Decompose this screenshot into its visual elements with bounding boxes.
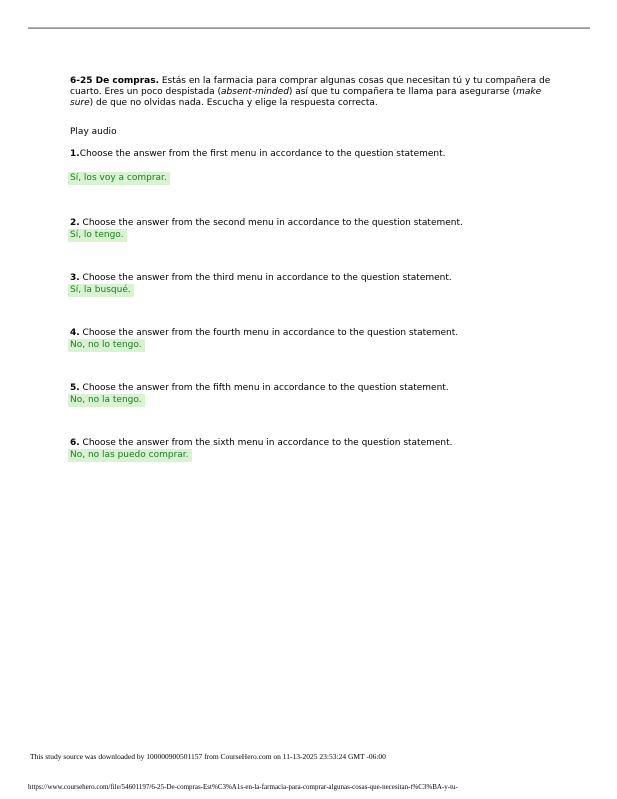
answer-highlight: No, no la tengo.: [68, 394, 145, 407]
question-prompt-line: [70, 328, 570, 339]
question-block-4: [70, 328, 570, 351]
question-prompt-line: [70, 438, 570, 449]
question-prompt-line: [70, 273, 570, 284]
question-prompt: Choose the answer from the third menu in accordance to the question statement.: [79, 273, 452, 283]
answer-line: [70, 395, 570, 406]
source-url-link[interactable]: https://www.coursehero.com/file/54601197/6-25-De-compras-Est%C3%A1s-en-la-farmacia-para-comprar-algunas-cosas-que-necesitan-t%C3%BA-y-tu-: [28, 783, 458, 791]
intro-text-1: Estás en la farmacia para comprar algunas cosas que necesitan tú y tu compañera de cuarto. Eres un poco despistada (: [70, 76, 551, 97]
question-block-2: [70, 218, 570, 241]
answer-highlight: Sí, la busqué.: [68, 284, 134, 297]
question-block-6: [70, 438, 570, 461]
intro-italic-2: make sure: [70, 87, 542, 108]
answer-line: [70, 285, 570, 296]
question-prompt: Choose the answer from the first menu in accordance to the question statement.: [79, 149, 446, 159]
answer-line: [70, 450, 570, 461]
answer-line: [70, 173, 570, 184]
answer-highlight: Sí, los voy a comprar.: [68, 172, 170, 185]
question-prompt: Choose the answer from the sixth menu in accordance to the question statement.: [79, 438, 453, 448]
question-number: 1.: [70, 149, 80, 159]
top-divider: [28, 27, 590, 29]
question-number: 6.: [70, 438, 80, 448]
question-prompt-line: [70, 149, 570, 160]
question-prompt: Choose the answer from the second menu in accordance to the question statement.: [79, 218, 463, 228]
exercise-intro: [70, 76, 565, 109]
question-prompt-line: [70, 218, 570, 229]
question-number: 5.: [70, 383, 80, 393]
intro-italic-1: absent-minded: [221, 87, 289, 97]
question-prompt: Choose the answer from the fifth menu in accordance to the question statement.: [79, 383, 449, 393]
question-prompt-line: [70, 383, 570, 394]
question-block-1: [70, 149, 570, 184]
question-number: 2.: [70, 218, 80, 228]
answer-highlight: Sí, lo tengo.: [68, 229, 127, 242]
question-prompt: Choose the answer from the fourth menu in accordance to the question statement.: [79, 328, 459, 338]
question-block-3: [70, 273, 570, 296]
answer-highlight: No, no las puedo comprar.: [68, 449, 192, 462]
exercise-number-title: 6-25 De compras.: [70, 76, 159, 86]
answer-highlight: No, no lo tengo.: [68, 339, 145, 352]
question-block-5: [70, 383, 570, 406]
exercise-content: [70, 76, 565, 109]
play-audio-link[interactable]: Play audio: [70, 127, 117, 137]
intro-text-2: ) así que tu compañera te llama para asegurarse (: [288, 87, 517, 97]
question-number: 3.: [70, 273, 80, 283]
download-attribution: This study source was downloaded by 100000900501157 from CourseHero.com on 11-13-2025 23:53:24 GMT -06:00: [30, 752, 386, 761]
intro-text-3: ) de que no olvidas nada. Escucha y elige la respuesta correcta.: [89, 98, 378, 108]
answer-line: [70, 230, 570, 241]
question-number: 4.: [70, 328, 80, 338]
answer-line: [70, 340, 570, 351]
